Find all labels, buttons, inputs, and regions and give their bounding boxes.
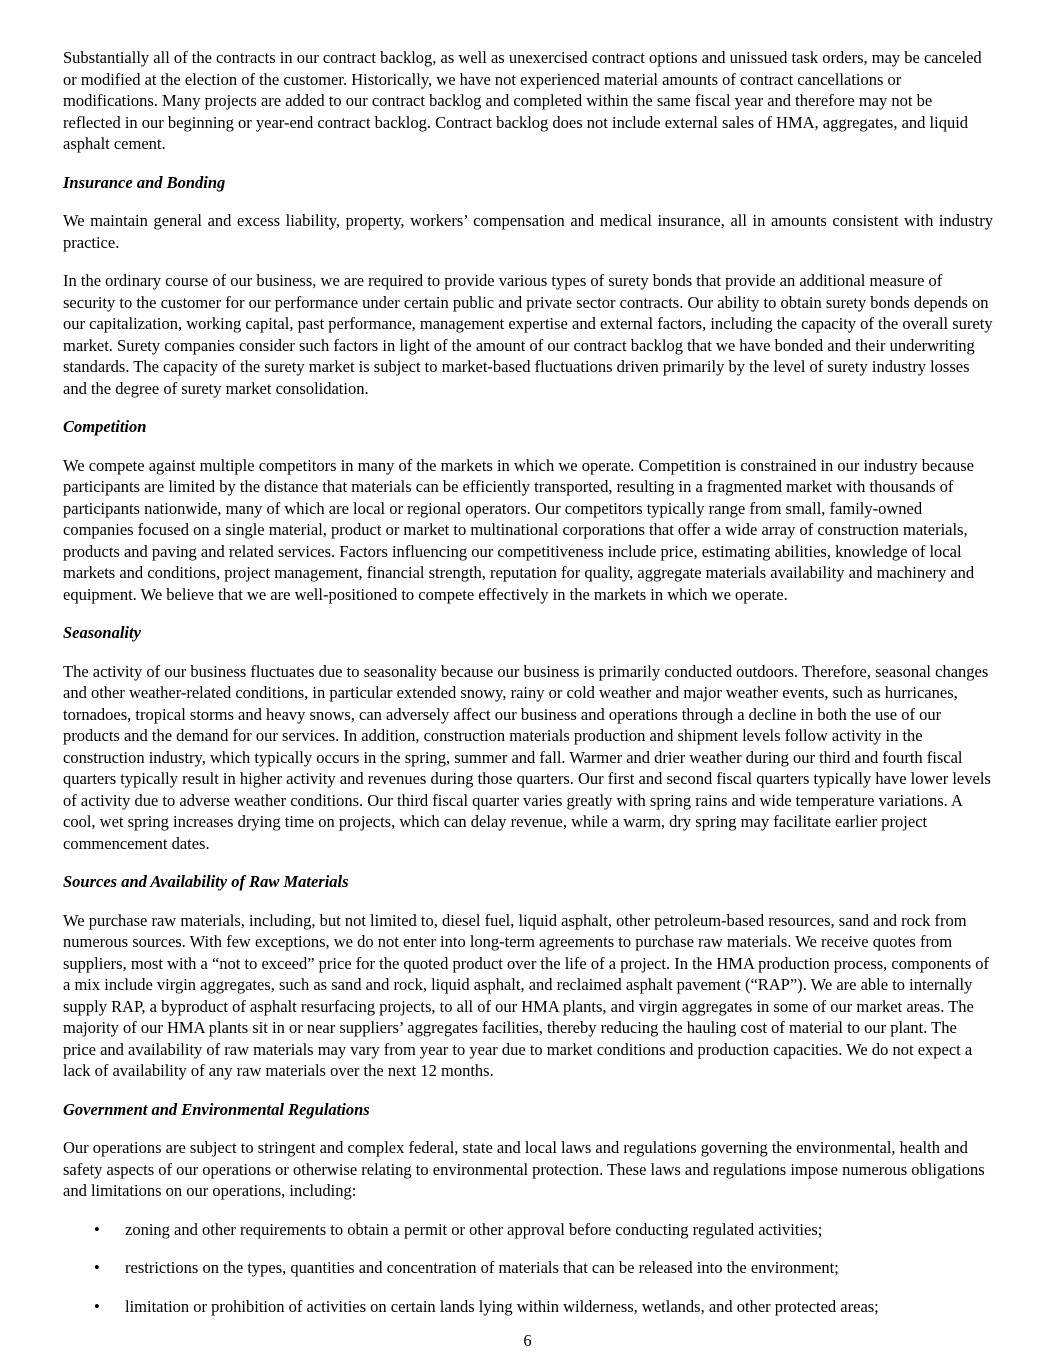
paragraph: In the ordinary course of our business, we are required to provide various types of surety bonds that provide an additional measure of security to the customer for our performance under certain public and private sector contracts. Our ability to obtain surety bonds depends on our capitalization, working capital, past performance, management expertise and external factors, including the capacity of the overall surety market. Surety companies consider such factors in light of the amount of our contract backlog that we have bonded and their underwriting standards. The capacity of the surety market is subject to market-based fluctuations driven primarily by the level of surety industry losses and the degree of surety market consolidation. xyxy=(63,271,993,398)
bullet-text: zoning and other requirements to obtain a permit or other approval before conducting regulated activities; xyxy=(125,1219,823,1239)
bullet-text: limitation or prohibition of activities on certain lands lying within wilderness, wetlands, and other protected areas; xyxy=(125,1296,879,1316)
paragraph: Our operations are subject to stringent and complex federal, state and local laws and regulations governing the environmental, health and safety aspects of our operations or otherwise relating to environmental protection. These laws and regulations impose numerous obligations and limitations on our operations, including: xyxy=(63,1138,985,1200)
document-content xyxy=(63,47,993,1317)
paragraph: We purchase raw materials, including, but not limited to, diesel fuel, liquid asphalt, other petroleum-based resources, sand and rock from numerous sources. With few exceptions, we do not enter into long-term agreements to purchase raw materials. We receive quotes from suppliers, most with a “not to exceed” price for the quoted product over the life of a project. In the HMA production process, components of a mix include virgin aggregates, such as sand and rock, liquid asphalt, and reclaimed asphalt pavement (“RAP”). We are able to internally supply RAP, a byproduct of asphalt resurfacing projects, to all of our HMA plants, and virgin aggregates in some of our market areas. The majority of our HMA plants sit in or near suppliers’ aggregates facilities, thereby reducing the hauling cost of material to our plant. The price and availability of raw materials may vary from year to year due to market conditions and production capacities. We do not expect a lack of availability of any raw materials over the next 12 months. xyxy=(63,910,990,1080)
paragraph: The activity of our business fluctuates due to seasonality because our business is primarily conducted outdoors. Therefore, seasonal changes and other weather-related conditions, in particular extended snowy, rainy or cold weather and major weather events, such as hurricanes, tornadoes, tropical storms and heavy snows, can adversely affect our business and operations through a decline in both the use of our products and the demand for our services. In addition, construction materials production and shipment levels follow activity in the construction industry, which typically occurs in the spring, summer and fall. Warmer and drier weather during our third and fourth fiscal quarters typically result in higher activity and revenues during those quarters. Our first and second fiscal quarters typically have lower levels of activity due to adverse weather conditions. Our third fiscal quarter varies greatly with spring rains and wide temperature variations. A cool, wet spring increases drying time on projects, which can delay revenue, while a warm, dry spring may facilitate earlier project commencement dates. xyxy=(63,661,991,853)
bullet-item xyxy=(63,1296,993,1318)
section-heading: Competition xyxy=(63,417,147,436)
bullet-text: restrictions on the types, quantities and concentration of materials that can be released into the environment; xyxy=(125,1258,839,1277)
bullet-item xyxy=(63,1257,993,1279)
paragraph: We compete against multiple competitors in many of the markets in which we operate. Competition is constrained in our industry because participants are limited by the distance that materials can be efficiently transported, resulting in a fragmented market with thousands of participants nationwide, many of which are local or regional operators. Our competitors typically range from small, family-owned companies focused on a single material, product or market to multinational corporations that offer a wide array of construction materials, products and paving and related services. Factors influencing our competitiveness include price, estimating abilities, knowledge of local markets and conditions, project management, financial strength, reputation for quality, aggregate materials availability and machinery and equipment. We believe that we are well-positioned to compete effectively in the markets in which we operate. xyxy=(63,455,975,604)
section-heading: Insurance and Bonding xyxy=(63,172,226,192)
bullet-marker-icon: • xyxy=(94,1219,100,1239)
section-heading: Sources and Availability of Raw Materials xyxy=(63,872,349,891)
bullet-item xyxy=(63,1219,993,1241)
bullet-marker-icon: • xyxy=(94,1296,100,1316)
paragraph: Substantially all of the contracts in our contract backlog, as well as unexercised contract options and unissued task orders, may be canceled or modified at the election of the customer. Historically, we have not experienced material amounts of contract cancellations or modifications. Many projects are added to our contract backlog and completed within the same fiscal year and therefore may not be reflected in our beginning or year-end contract backlog. Contract backlog does not include external sales of HMA, aggregates, and liquid asphalt cement. xyxy=(63,48,982,153)
page-number: 6 xyxy=(523,1330,532,1350)
section-heading: Seasonality xyxy=(63,623,141,642)
paragraph: We maintain general and excess liability, property, workers’ compensation and medical insurance, all in amounts consistent with industry practice. xyxy=(63,211,993,252)
section-heading: Government and Environmental Regulations xyxy=(63,1099,370,1119)
bullet-marker-icon: • xyxy=(94,1258,100,1277)
